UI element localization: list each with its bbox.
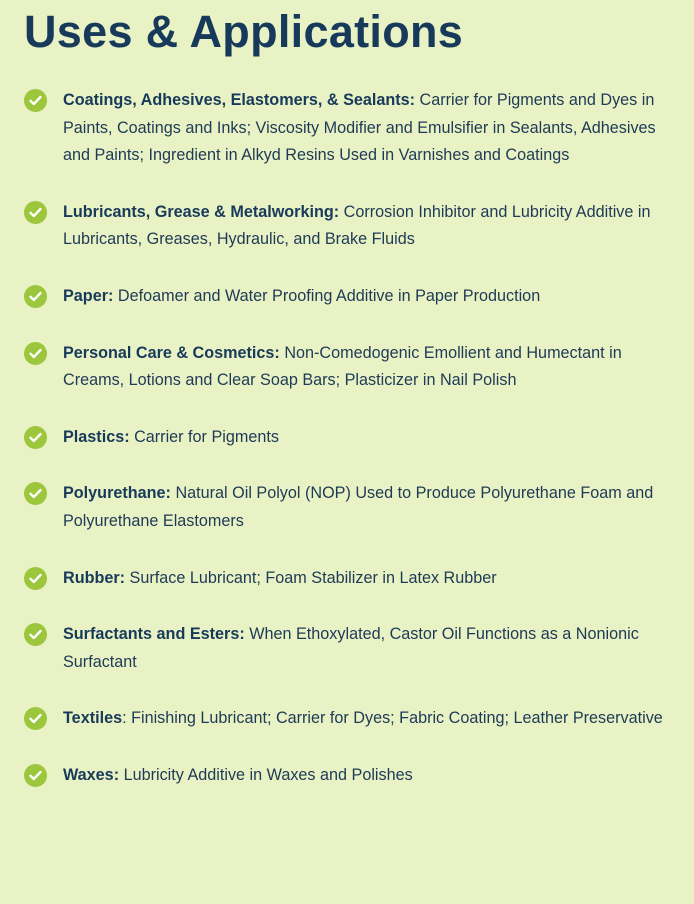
item-label: Paper: [63,286,114,305]
list-item [24,762,670,790]
item-label: Rubber: [63,568,126,587]
check-circle-icon [24,623,47,646]
item-label: Lubricants, Grease & Metalworking: [63,202,340,221]
item-description: Carrier for Pigments [129,427,279,446]
item-description: Lubricity Additive in Waxes and Polishes [119,765,413,784]
list-item [24,565,670,593]
list-item [24,705,670,733]
item-label: Personal Care & Cosmetics: [63,343,280,362]
item-label: Surfactants and Esters: [63,625,245,644]
list-item [24,480,670,535]
list-item [24,87,670,170]
list-item [24,340,670,395]
item-text [63,199,663,254]
item-description: Surface Lubricant; Foam Stabilizer in Latex Rubber [125,568,497,587]
item-label: Plastics: [63,427,130,446]
item-label: Textiles [63,709,123,728]
item-description: : Finishing Lubricant; Carrier for Dyes; Fabric Coating; Leather Preservative [122,709,663,728]
item-text [63,283,663,311]
check-circle-icon [24,707,47,730]
check-circle-icon [24,342,47,365]
check-circle-icon [24,285,47,308]
item-text [63,340,663,395]
list-item [24,283,670,311]
item-label: Waxes: [63,765,120,784]
item-text [63,480,663,535]
check-circle-icon [24,482,47,505]
list-item [24,424,670,452]
check-circle-icon [24,764,47,787]
check-circle-icon [24,201,47,224]
item-description: When Ethoxylated, Castor Oil Functions as a Nonionic Surfactant [63,625,639,671]
item-description: Non-Comedogenic Emollient and Humectant in Creams, Lotions and Clear Soap Bars; Plasticizer in Nail Polish [63,343,622,390]
check-circle-icon [24,426,47,449]
check-circle-icon [24,567,47,590]
item-text [63,424,663,452]
item-text [63,705,663,733]
list-item [24,621,670,676]
item-text [63,762,663,790]
item-label: Polyurethane: [63,484,171,503]
item-description: Natural Oil Polyol (NOP) Used to Produce Polyurethane Foam and Polyurethane Elastomers [63,484,654,530]
item-text [63,565,663,593]
check-circle-icon [24,89,47,112]
item-text [63,87,663,170]
item-description: Carrier for Pigments and Dyes in Paints, Coatings and Inks; Viscosity Modifier and Emulsifier in Sealants, Adhesives and Paints; Ingredient in Alkyd Resins Used in Varnishes and Coatings [63,91,656,165]
item-text [63,621,663,676]
applications-list [24,87,670,790]
item-label: Coatings, Adhesives, Elastomers, & Sealants: [63,91,416,109]
item-description: Corrosion Inhibitor and Lubricity Additive in Lubricants, Greases, Hydraulic, and Brake Fluids [63,202,651,249]
item-description: Defoamer and Water Proofing Additive in Paper Production [113,286,541,305]
list-item [24,199,670,254]
page-title: Uses & Applications [24,6,464,57]
